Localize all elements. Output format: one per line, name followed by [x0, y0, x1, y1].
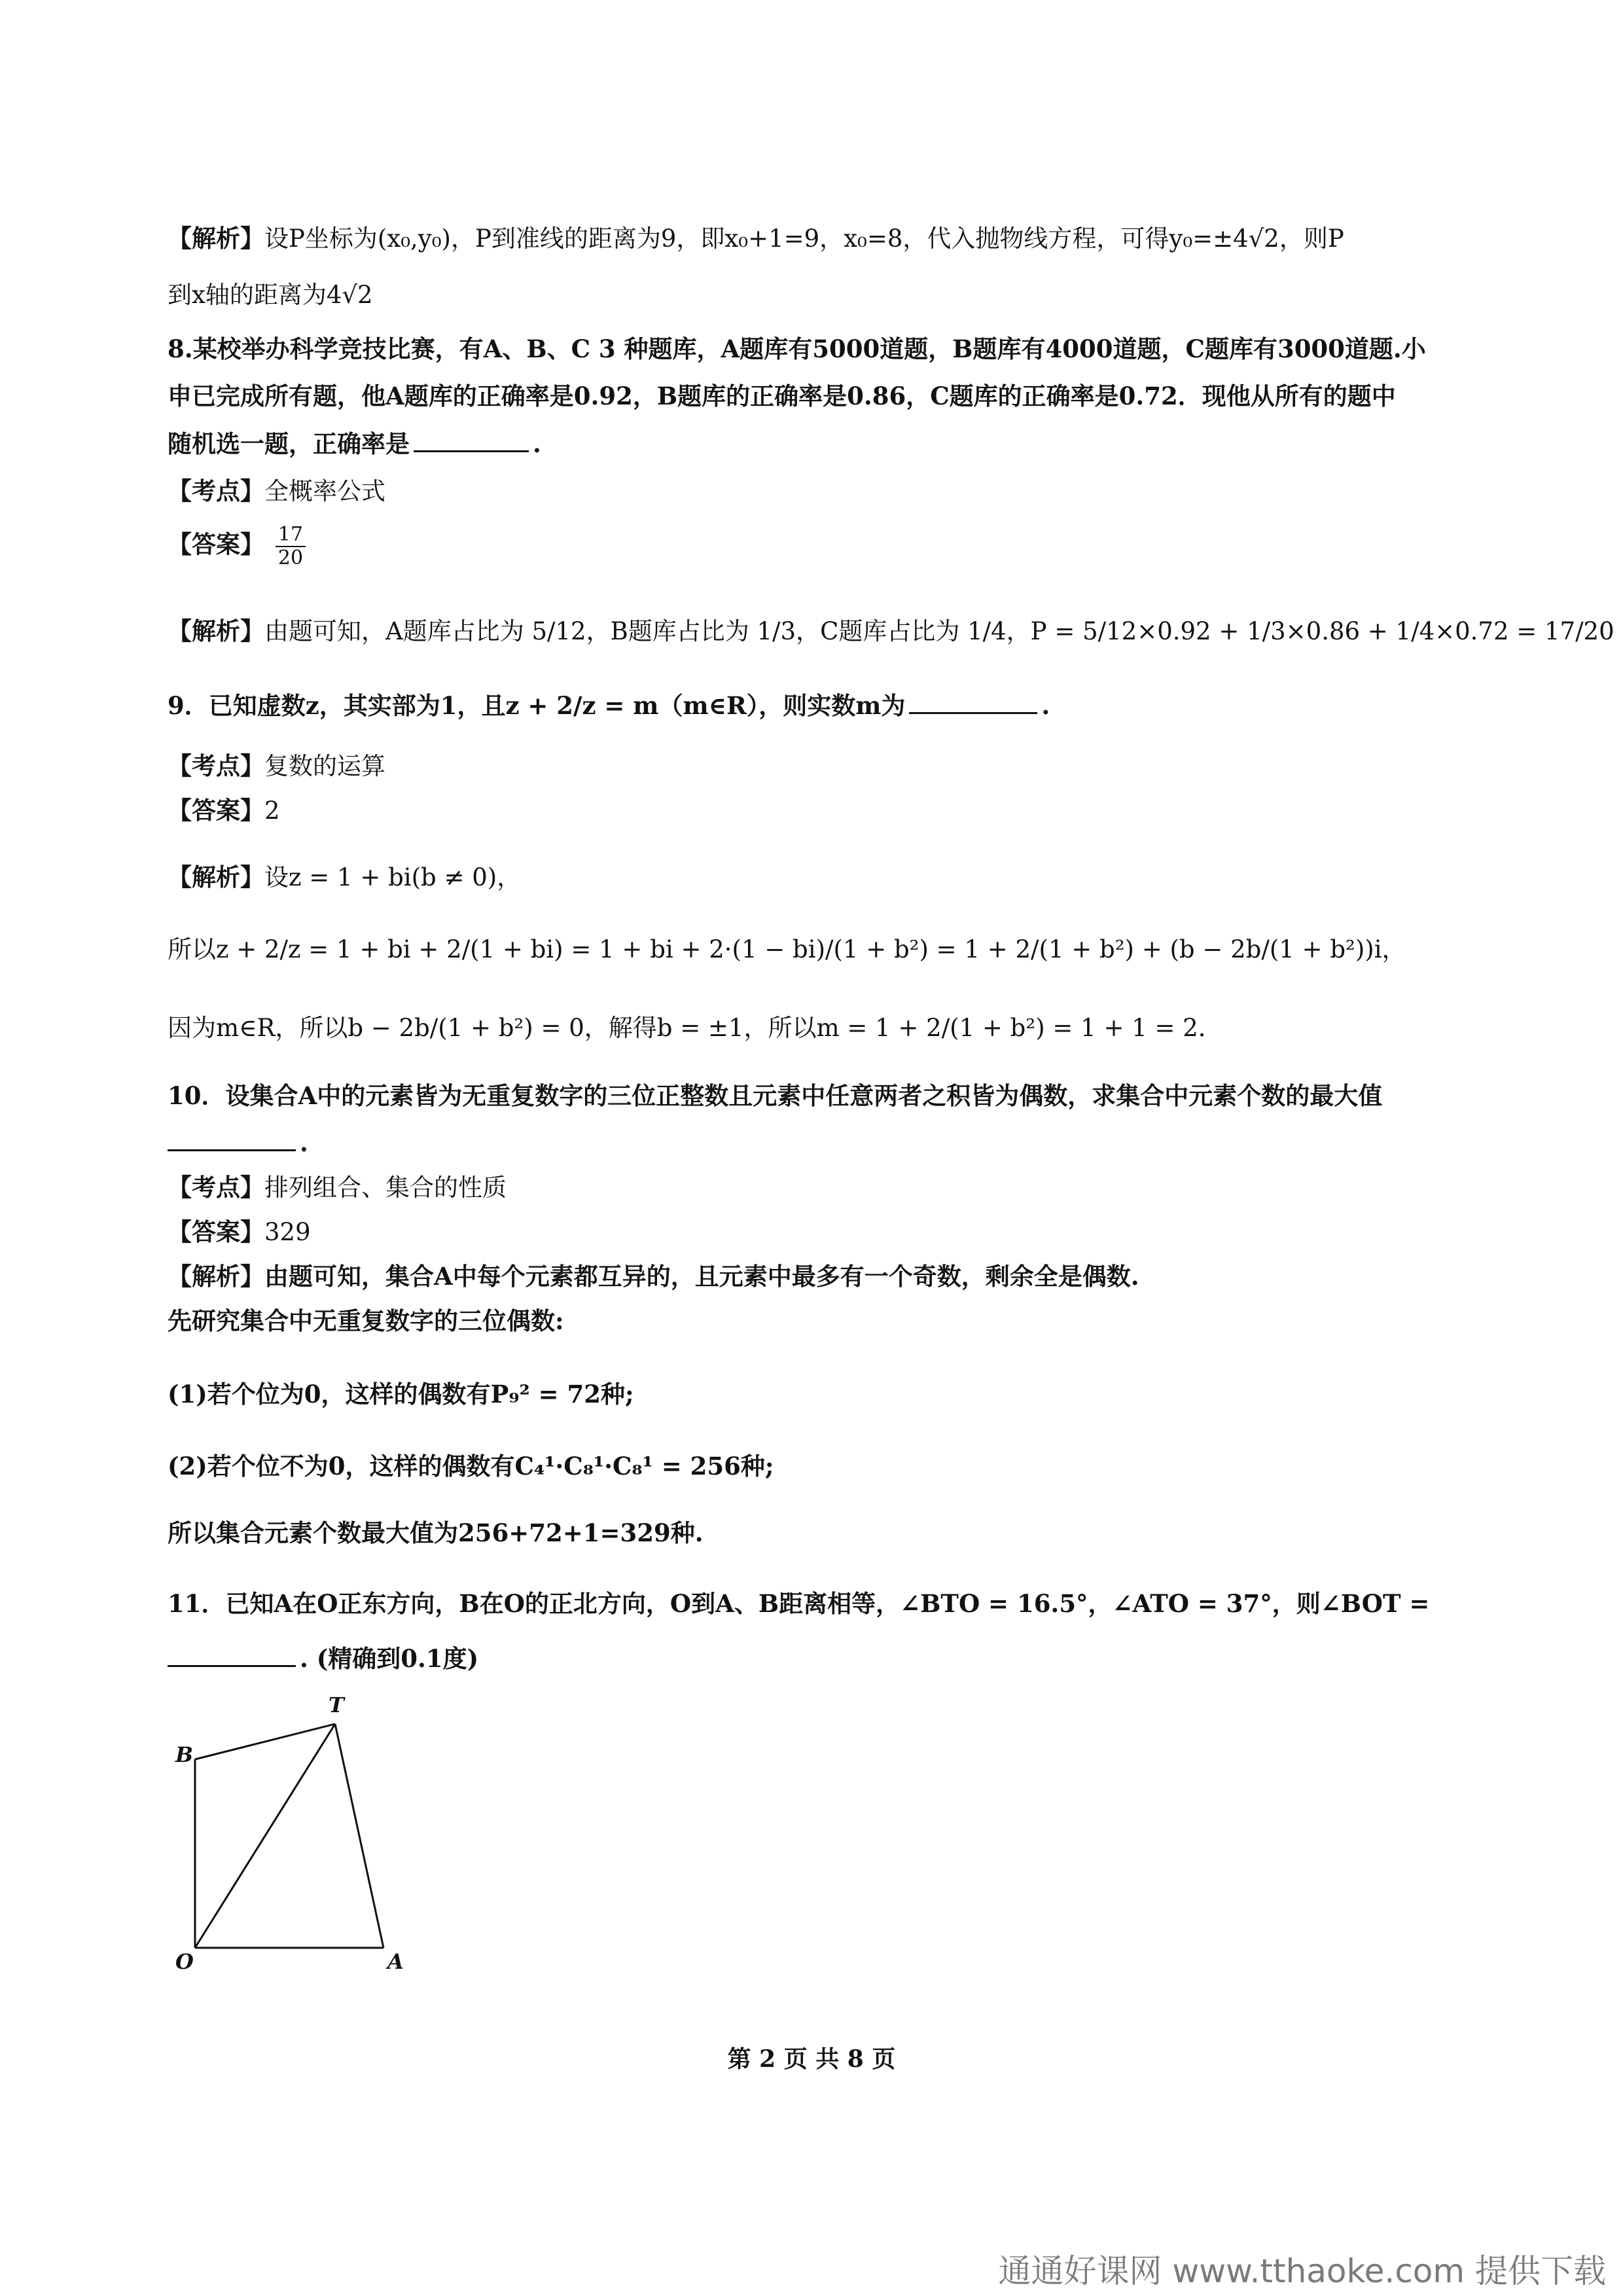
label-T: T — [329, 1693, 344, 1717]
label-O: O — [175, 1949, 194, 1974]
q9-stem-end: . — [1041, 691, 1050, 720]
q8-stem-1: 8.某校举办科学竞技比赛，有A、B、C 3 种题库，A题库有5000道题，B题库有4000道题，C题库有3000道题.小 — [168, 334, 1426, 363]
analysis-label: 【解析】 — [168, 1262, 264, 1291]
answer-blank — [168, 1645, 296, 1667]
segment-TA — [335, 1724, 383, 1948]
q9-analysis-1 — [168, 857, 1459, 897]
fraction-numerator: 17 — [276, 524, 306, 547]
q10-analysis-4 — [168, 1446, 1459, 1486]
q9-analysis-3 — [168, 1008, 1459, 1048]
q10-analysis-text2: 先研究集合中无重复数字的三位偶数: — [168, 1306, 564, 1335]
q11-stem — [168, 1584, 1459, 1623]
answer-blank — [414, 431, 529, 452]
segment-BT — [195, 1724, 335, 1759]
q8-stem-line3 — [168, 424, 1459, 463]
label-B: B — [175, 1742, 194, 1767]
q10-stem-text: 10．设集合A中的元素皆为无重复数字的三位正整数且元素中任意两者之积皆为偶数，求集合中元素个数的最大值 — [168, 1081, 1383, 1110]
q7-analysis-text2: 到x轴的距离为4√2 — [168, 281, 373, 309]
segment-TO — [195, 1724, 335, 1948]
q8-stem-line1 — [168, 329, 1459, 368]
q10-answer — [168, 1212, 1459, 1252]
q7-analysis-line1 — [168, 219, 1459, 259]
kaodian-label: 【考点】 — [168, 1173, 264, 1202]
answer-label: 【答案】 — [168, 796, 264, 825]
analysis-label: 【解析】 — [168, 224, 264, 253]
kaodian-label: 【考点】 — [168, 751, 264, 780]
q10-analysis-1 — [168, 1257, 1459, 1296]
geometry-figure — [162, 1689, 437, 1977]
q7-analysis-text: 设P坐标为(x₀,y₀)，P到准线的距离为9，即x₀+1=9，x₀=8，代入抛物线方程，可得y₀=±4√2，则P — [264, 224, 1344, 253]
q10-analysis-5 — [168, 1513, 1459, 1552]
q10-analysis-text1: 由题可知，集合A中每个元素都互异的，且元素中最多有一个奇数，剩余全是偶数. — [264, 1262, 1139, 1291]
watermark: 通通好课网 www.tthaoke.com 提供下载 — [998, 2252, 1606, 2290]
answer-blank — [909, 692, 1037, 714]
fraction-denominator: 20 — [277, 547, 304, 569]
q9-analysis-text2: 所以z + 2/z = 1 + bi + 2/(1 + bi) = 1 + bi + 2·(1 − bi)/(1 + b²) = 1 + 2/(1 + b²) + (b − 2b/(1 + b²))i， — [168, 935, 1406, 963]
q8-analysis — [168, 611, 1614, 651]
q10-analysis-3 — [168, 1374, 1459, 1414]
q9-stem-text: 9．已知虚数z，其实部为1，且z + 2/z = m（m∈R），则实数m为 — [168, 691, 906, 720]
q10-analysis-2 — [168, 1301, 1459, 1340]
q8-analysis-text: 由题可知，A题库占比为 5/12，B题库占比为 1/3，C题库占比为 1/4，P = 5/12×0.92 + 1/3×0.86 + 1/4×0.72 = 17/20 — [264, 617, 1614, 645]
q11-stem-text: 11．已知A在O正东方向，B在O的正北方向，O到A、B距离相等，∠BTO = 16.5°，∠ATO = 37°，则∠BOT = — [168, 1589, 1430, 1618]
q9-analysis-2 — [168, 929, 1459, 969]
q10-blank-line — [168, 1123, 1459, 1162]
answer-text: 329 — [264, 1218, 311, 1246]
answer-fraction — [276, 524, 306, 569]
kaodian-text: 复数的运算 — [264, 752, 385, 780]
q10-stem — [168, 1076, 1459, 1115]
page-number: 第 2 页 共 8 页 — [727, 2045, 896, 2073]
q8-kaodian — [168, 471, 1459, 511]
answer-text: 2 — [264, 797, 280, 825]
q10-analysis-text5: 所以集合元素个数最大值为256+72+1=329种. — [168, 1518, 704, 1547]
q9-answer — [168, 791, 1459, 831]
kaodian-label: 【考点】 — [168, 476, 264, 505]
q8-stem-2: 申已完成所有题，他A题库的正确率是0.92，B题库的正确率是0.86，C题库的正确率是0.72．现他从所有的题中 — [168, 382, 1396, 410]
q9-analysis-text1: 设z = 1 + bi(b ≠ 0)， — [264, 863, 522, 891]
answer-label: 【答案】 — [168, 1217, 264, 1246]
kaodian-text: 全概率公式 — [264, 477, 385, 505]
kaodian-text: 排列组合、集合的性质 — [264, 1174, 507, 1202]
q11-stem-text2: . (精确到0.1度) — [300, 1644, 479, 1673]
q8-stem-line2 — [168, 376, 1459, 416]
analysis-label: 【解析】 — [168, 617, 264, 645]
answer-blank — [168, 1130, 296, 1151]
q10-analysis-text3: (1)若个位为0，这样的偶数有P₉² = 72种; — [168, 1380, 634, 1408]
analysis-label: 【解析】 — [168, 863, 264, 891]
q11-stem2 — [168, 1639, 1459, 1678]
q8-stem-3: 随机选一题，正确率是 — [168, 429, 410, 458]
q10-analysis-text4: (2)若个位不为0，这样的偶数有C₄¹·C₈¹·C₈¹ = 256种; — [168, 1452, 774, 1480]
q8-stem-end: . — [533, 429, 541, 458]
q7-analysis-line2 — [168, 275, 1459, 315]
q10-stem-end: . — [300, 1128, 308, 1157]
q9-analysis-text3: 因为m∈R，所以b − 2b/(1 + b²) = 0，解得b = ±1，所以m = 1 + 2/(1 + b²) = 1 + 1 = 2． — [168, 1014, 1222, 1042]
q9-kaodian — [168, 746, 1459, 786]
q8-answer — [168, 524, 1459, 589]
q9-stem — [168, 686, 1459, 725]
q10-kaodian — [168, 1168, 1459, 1208]
label-A: A — [387, 1949, 404, 1974]
answer-label: 【答案】 — [168, 529, 264, 559]
